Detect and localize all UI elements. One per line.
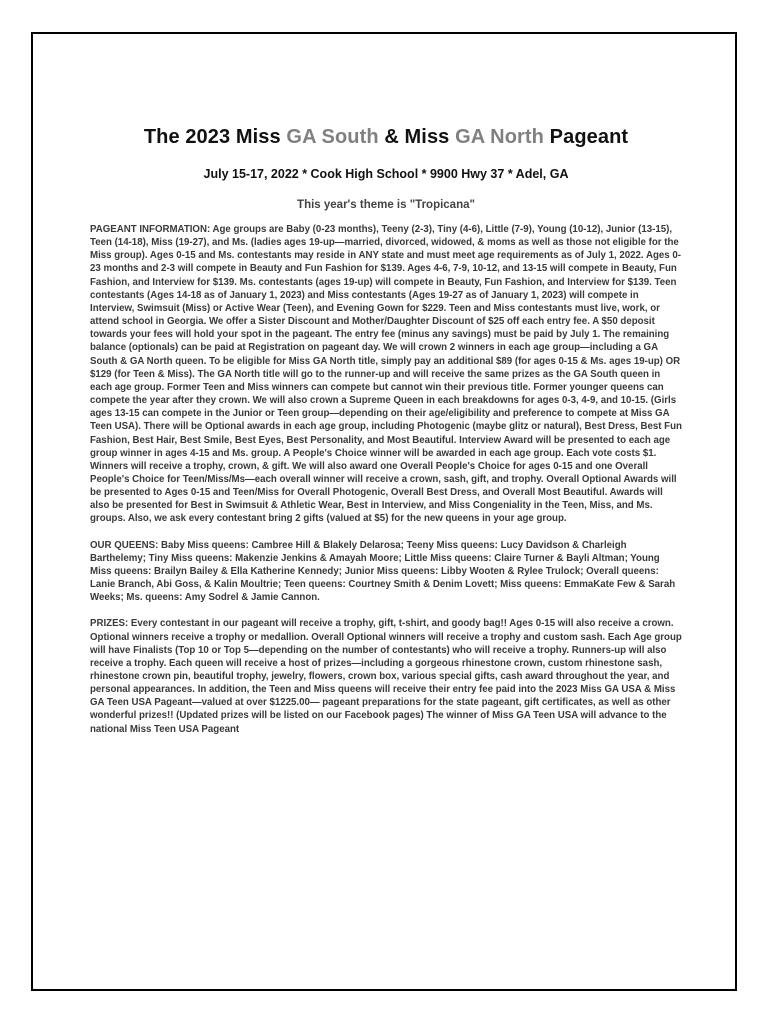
title-part-3: Pageant <box>544 126 629 148</box>
title-ga-north: GA North <box>455 126 544 148</box>
title-ga-south: GA South <box>286 126 379 148</box>
pageant-information-paragraph: PAGEANT INFORMATION: Age groups are Baby (0-23 months), Teeny (2-3), Tiny (4-6), Little (7-9), Young (10-12), Junior (13-15), Teen (14-18), Miss (19-27), and Ms. (ladies ages 19-up—married, divorced, widowed, & moms as well as those not eligible for the Miss group). Ages 0-15 and Ms. contestants may reside in ANY state and must meet age requirements as of July 1, 2022. Ages 0-23 months and 2-3 will compete in Beauty and Fun Fashion for $139. Ages 4-6, 7-9, 10-12, and 13-15 will compete in Beauty, Fun Fashion, and Interview for $139. Ms. contestants (ages 19-up) will compete in Beauty, Fun Fashion, and Interview for $139. Teen contestants (Ages 14-18 as of January 1, 2023) and Miss contestants (Ages 19-27 as of January 1, 2023) will compete in Interview, Swimsuit (Miss) or Active Wear (Teen), and Evening Gown for $229. Teen and Miss contestants must live, work, or attend school in Georgia. We offer a Sister Discount and Mother/Daughter Discount of $25 off each entry fee. A $50 deposit towards your fees will hold your spot in the pageant. The entry fee (minus any savings) must be paid by July 1. The remaining balance (optionals) can be paid at Registration on pageant day. We will crown 2 winners in each age group—including a GA South & GA North queen. To be eligible for Miss GA North title, simply pay an additional $89 (for ages 0-15 & Ms. ages 19-up) OR $129 (for Teen & Miss). The GA North title will go to the runner-up and will receive the same prizes as the GA South queen in each age group. Former Teen and Miss winners can compete but cannot win their previous title. Former younger queens can compete the year after they crown. We will also crown a Supreme Queen in each breakdowns for ages 0-3, 4-9, and 10-15. (Girls ages 13-15 can compete in the Junior or Teen group—depending on their age/eligibility and preference to compete at Miss GA Teen USA). There will be Optional awards in each age group, including Photogenic (maybe glitz or natural), Best Dress, Best Fun Fashion, Best Hair, Best Smile, Best Eyes, Best Personality, and Most Beautiful. Interview Award will be presented to each age group winner in ages 4-15 and Ms. group. A People's Choice winner will be awarded in each age group. Each vote costs $1. Winners will receive a trophy, crown, & gift. We will also award one Overall People's Choice for ages 0-15 and one Overall People's Choice for Teen/Miss/Ms—each overall winner will receive a crown, sash, gift, and trophy. Overall Optional Awards will be presented to Ages 0-15 and Teen/Miss for Overall Photogenic, Overall Best Dress, and Overall Most Beautiful. Awards will also be presented for Best in Swimsuit & Athletic Wear, Best in Interview, and Miss Congeniality in the Teen, Miss, and Ms. groups. Also, we ask every contestant bring 2 gifts (valued at $5) for the new queens in your age group. <box>90 224 682 525</box>
document-body <box>90 126 682 736</box>
event-details: July 15-17, 2022 * Cook High School * 9900 Hwy 37 * Adel, GA <box>203 167 569 181</box>
title-part-2: & Miss <box>378 126 456 148</box>
our-queens-paragraph: OUR QUEENS: Baby Miss queens: Cambree Hill & Blakely Delarosa; Teeny Miss queens: Lucy Davidson & Charleigh Barthelemy; Tiny Miss queens: Makenzie Jenkins & Amayah Moore; Little Miss queens: Claire Turner & Bayli Altman; Young Miss queens: Brailyn Bailey & Ella Katherine Kennedy; Junior Miss queens: Libby Wooten & Rylee Trulock; Overall queens: Lanie Branch, Abi Goss, & Kalin Moultrie; Teen queens: Courtney Smith & Denim Lovett; Miss queens: EmmaKate Few & Sarah Weeks; Ms. queens: Amy Sodrel & Jamie Cannon. <box>90 539 676 604</box>
page-title <box>90 126 682 149</box>
title-part-1: The 2023 Miss <box>143 126 287 148</box>
theme-line: This year's theme is "Tropicana" <box>297 199 475 211</box>
prizes-paragraph: PRIZES: Every contestant in our pageant will receive a trophy, gift, t-shirt, and goody bag!! Ages 0-15 will also receive a crown. Optional winners receive a trophy or medallion. Overall Optional winners will receive a trophy and custom sash. Each Age group will have Finalists (Top 10 or Top 5—depending on the number of contestants) who will receive a trophy. Runners-up will also receive a trophy. Each queen will receive a host of prizes—including a gorgeous rhinestone crown, custom rhinestone sash, rhinestone crown pin, beautiful trophy, jewelry, flowers, crown box, various special gifts, cash award throughout the year, and personal appearances. In addition, the Teen and Miss queens will receive their entry fee paid into the 2023 Miss GA USA & Miss GA Teen USA Pageant—valued at over $1225.00— pageant preparations for the state pageant, gift certificates, as well as other wonderful prizes!! (Updated prizes will be listed on our Facebook pages) The winner of Miss GA Teen USA will advance to the national Miss Teen USA Pageant <box>90 618 682 735</box>
